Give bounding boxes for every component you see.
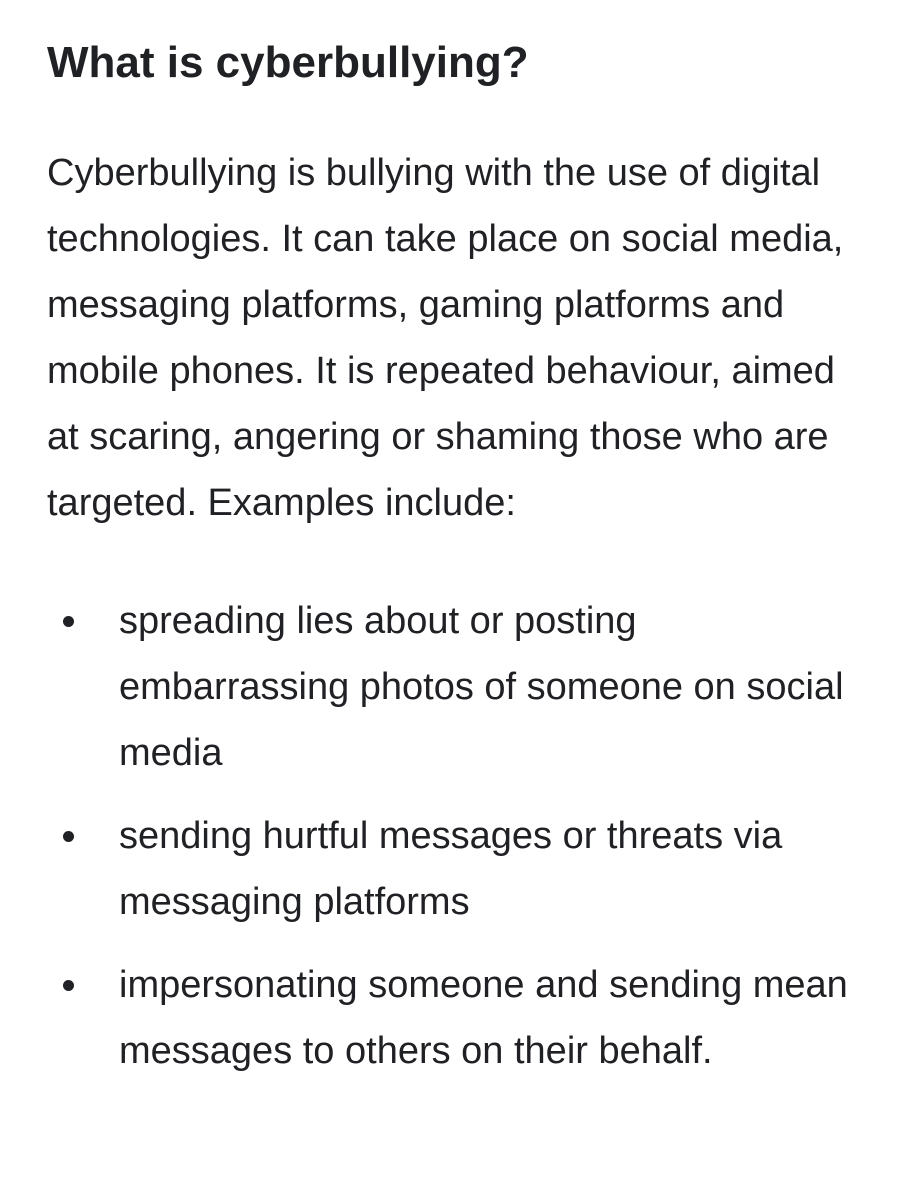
examples-list bbox=[47, 588, 864, 1084]
list-item-text: sending hurtful messages or threats via messaging platforms bbox=[119, 815, 783, 923]
bullet-icon bbox=[63, 980, 74, 991]
page-title: What is cyberbullying? bbox=[47, 38, 529, 87]
intro-paragraph: Cyberbullying is bullying with the use of digital technologies. It can take place on social media, messaging platforms, gaming platforms and mobile phones. It is repeated behaviour, aimed at scaring, angering or shaming those who are targeted. Examples include: bbox=[47, 152, 844, 524]
bullet-icon bbox=[63, 831, 74, 842]
list-item bbox=[47, 588, 859, 786]
list-item bbox=[47, 803, 859, 935]
list-item-text: spreading lies about or posting embarrassing photos of someone on social media bbox=[119, 600, 844, 774]
list-item-text: impersonating someone and sending mean messages to others on their behalf. bbox=[119, 964, 848, 1072]
list-item bbox=[47, 952, 859, 1084]
bullet-icon bbox=[63, 616, 74, 627]
